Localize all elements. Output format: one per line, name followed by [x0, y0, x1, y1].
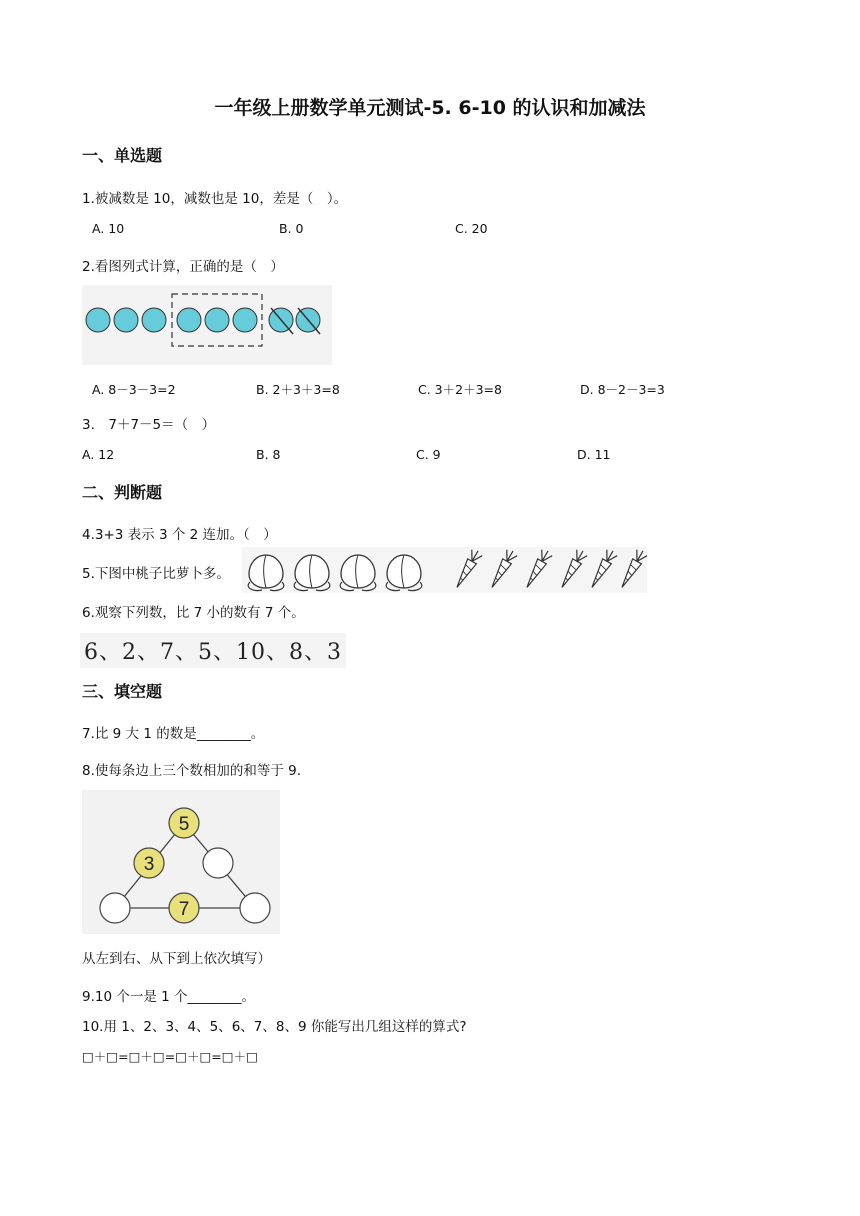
question-3-option-a[interactable]: A. 12 — [82, 447, 115, 462]
circle — [233, 308, 257, 332]
node-top-value: 5 — [178, 814, 190, 835]
circle — [86, 308, 110, 332]
question-2-option-a[interactable]: A. 8－3－3=2 — [92, 382, 176, 397]
question-5-text: 5.下图中桃子比萝卜多。 — [82, 566, 230, 582]
node-left-mid-value: 3 — [143, 854, 155, 875]
question-3-option-d[interactable]: D. 11 — [577, 447, 611, 462]
question-1-option-c[interactable]: C. 20 — [455, 221, 488, 236]
question-4-text: 4.3+3 表示 3 个 2 连加。（ ） — [82, 527, 277, 543]
node-right-mid-blank[interactable] — [203, 848, 233, 878]
question-1-text: 1.被减数是 10，减数也是 10，差是（ ）。 — [82, 191, 348, 207]
question-3-option-c[interactable]: C. 9 — [416, 447, 441, 462]
question-8-text: 8.使每条边上三个数相加的和等于 9. — [82, 763, 302, 779]
question-1-option-a[interactable]: A. 10 — [92, 221, 125, 236]
question-5-peach-carrot-figure — [242, 547, 647, 593]
question-1-option-b[interactable]: B. 0 — [279, 221, 304, 236]
node-bottom-mid-value: 7 — [178, 899, 190, 920]
circle — [114, 308, 138, 332]
question-2-text: 2.看图列式计算，正确的是（ ） — [82, 259, 284, 275]
section-heading-fill-blank: 三、填空题 — [82, 682, 163, 701]
question-6-text: 6.观察下列数，比 7 小的数有 7 个。 — [82, 605, 305, 621]
question-9-text: 9.10 个一是 1 个________。 — [82, 989, 256, 1005]
question-3-option-b[interactable]: B. 8 — [256, 447, 281, 462]
circle — [205, 308, 229, 332]
question-2-circles-figure — [82, 285, 332, 365]
question-2-option-c[interactable]: C. 3＋2＋3=8 — [418, 382, 502, 397]
circle — [142, 308, 166, 332]
node-bottom-left-blank[interactable] — [100, 893, 130, 923]
circle — [177, 308, 201, 332]
question-2-option-d[interactable]: D. 8－2－3=3 — [580, 382, 665, 397]
section-heading-true-false: 二、判断题 — [82, 483, 163, 502]
question-2-option-b[interactable]: B. 2＋3＋3=8 — [256, 382, 340, 397]
question-10-text: 10.用 1、2、3、4、5、6、7、8、9 你能写出几组这样的算式? — [82, 1019, 467, 1035]
question-10-formula: □＋□=□＋□=□＋□=□＋□ — [82, 1049, 258, 1064]
node-bottom-right-blank[interactable] — [240, 893, 270, 923]
page-title: 一年级上册数学单元测试-5. 6-10 的认识和加减法 — [214, 97, 646, 119]
section-heading-single-choice: 一、单选题 — [82, 146, 163, 165]
question-6-number-sequence: 6、2、7、5、10、8、3 — [80, 633, 346, 668]
question-8-note: 从左到右、从下到上依次填写） — [82, 951, 271, 967]
question-8-triangle-figure — [82, 790, 280, 934]
question-3-text: 3. 7＋7－5＝（ ） — [82, 417, 216, 433]
question-7-text: 7.比 9 大 1 的数是________。 — [82, 726, 265, 742]
